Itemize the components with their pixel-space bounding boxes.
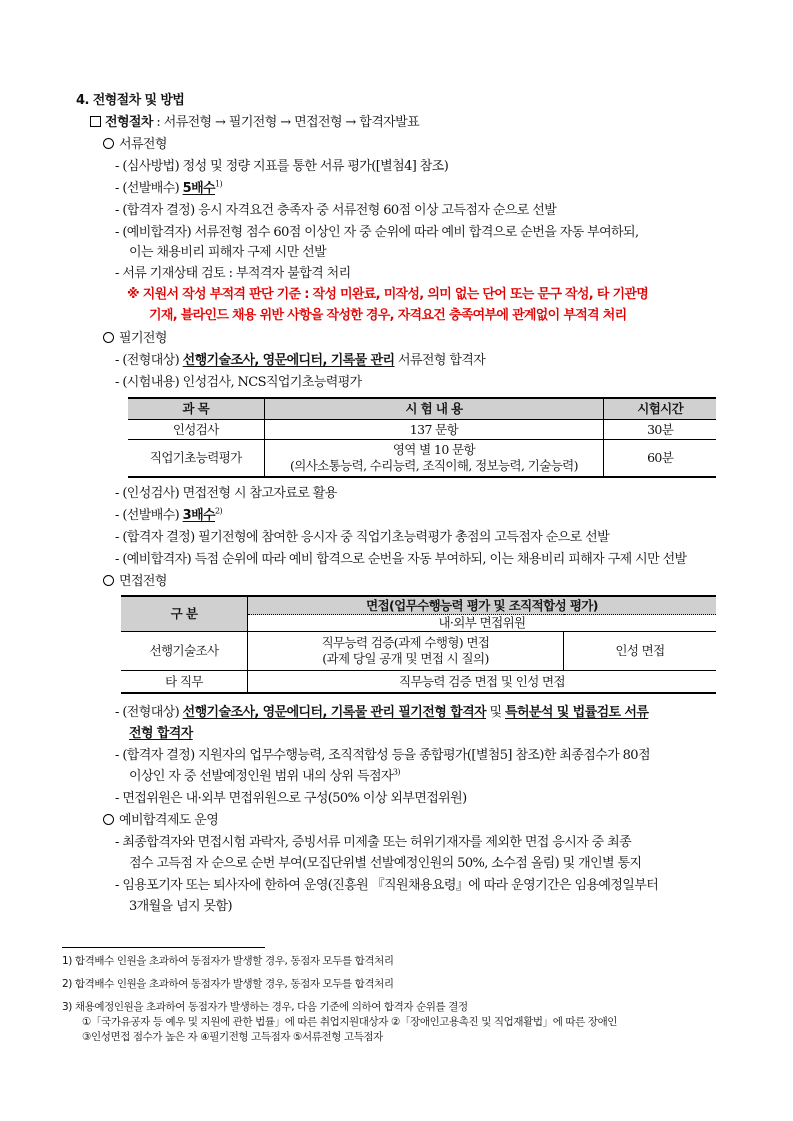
written-ratio: - (선발배수) 3배수$^{2)}$ bbox=[115, 506, 223, 523]
interview-committee: - 면접위원은 내·외부 면접위원으로 구성(50% 이상 외부면접위원) bbox=[115, 791, 467, 806]
circle-bullet-icon bbox=[103, 575, 114, 586]
reserve-system-heading: 예비합격제도 운영 bbox=[103, 812, 218, 830]
footnote-ref-2: 2) bbox=[215, 506, 223, 516]
table-cell-label: 타 직무 bbox=[121, 671, 248, 694]
square-bullet-icon bbox=[90, 116, 101, 127]
table-cell-content: 영역 별 10 문항 (의사소통능력, 수리능력, 조직이해, 정보능력, 기술능력) bbox=[264, 440, 604, 478]
written-target: - (전형대상) 선행기술조사, 영문에디터, 기록물 관리 서류전형 합격자 bbox=[115, 353, 486, 368]
table-cell-label: 선행기술조사 bbox=[121, 632, 248, 671]
table-cell-subject: 인성검사 bbox=[128, 420, 264, 440]
interview-target-value2: 특허분석 및 법률검토 서류 bbox=[505, 705, 649, 720]
written-ratio-value: 3배수 bbox=[182, 508, 216, 523]
table-row bbox=[128, 440, 716, 478]
table-row bbox=[121, 632, 716, 671]
footnote-3: 3) 채용예정인원을 초과하여 동점자가 발생하는 경우, 다음 기준에 의하여 합격자 순위를 결정 bbox=[62, 1001, 468, 1013]
circle-bullet-icon bbox=[103, 332, 114, 343]
reserve-line4: 3개월을 넘지 못함) bbox=[129, 899, 232, 914]
footnote-ref-3: 3) bbox=[392, 767, 400, 777]
table-header-content: 시 험 내 용 bbox=[264, 398, 604, 420]
table-header-time: 시험시간 bbox=[604, 398, 716, 420]
table-cell-content: 직무능력 검증 면접 및 인성 면접 bbox=[248, 671, 717, 694]
document-screening-heading: 서류전형 bbox=[103, 136, 167, 154]
document-reserve-line2: 이는 채용비리 피해자 구제 시만 선발 bbox=[129, 245, 327, 260]
document-ratio-value: 5배수 bbox=[182, 181, 216, 196]
table-header-category: 구 분 bbox=[121, 596, 248, 632]
table-row bbox=[121, 671, 716, 694]
interview-target: - (전형대상) 선행기술조사, 영문에디터, 기록물 관리 필기전형 합격자 및 특허분석 및 법률검토 서류 bbox=[115, 705, 649, 720]
reserve-line2: 점수 고득점 자 순으로 순번 부여(모집단위별 선발예정인원의 50%, 소수점 올림) 및 개인별 통지 bbox=[129, 856, 642, 871]
written-personality: - (인성검사) 면접전형 시 참고자료로 활용 bbox=[115, 486, 337, 501]
document-reserve-line1: - (예비합격자) 서류전형 점수 60점 이상인 자 중 순위에 따라 예비 합격으로 순번을 자동 부여하되, bbox=[115, 225, 639, 240]
written-content: - (시험내용) 인성검사, NCS직업기초능력평가 bbox=[115, 375, 362, 390]
footnote-3-line2: ①「국가유공자 등 예우 및 지원에 관한 법률」에 따른 취업지원대상자 ②「장애인고용촉진 및 직업재활법」에 따른 장애인 bbox=[82, 1016, 618, 1028]
footnote-2: 2) 합격배수 인원을 초과하여 동점자가 발생할 경우, 동점자 모두를 합격처리 bbox=[62, 978, 394, 990]
table-cell-content: 137 문항 bbox=[264, 420, 604, 440]
footnote-ref-1: 1) bbox=[215, 179, 223, 189]
interview-decision-line2: 이상인 자 중 선발예정인원 범위 내의 상위 득점자$^{3)}$ bbox=[129, 767, 400, 784]
footnote-divider bbox=[62, 947, 265, 948]
table-cell-time: 60분 bbox=[604, 440, 716, 478]
document-review: - 서류 기재상태 검토 : 부적격자 불합격 처리 bbox=[115, 266, 351, 281]
circle-bullet-icon bbox=[103, 814, 114, 825]
procedure-text: : 서류전형 → 필기전형 → 면접전형 → 합격자발표 bbox=[152, 115, 420, 130]
document-method: - (심사방법) 정성 및 정량 지표를 통한 서류 평가([별첨4] 참조) bbox=[115, 159, 449, 174]
interview-decision-line1: - (합격자 결정) 지원자의 업무수행능력, 조직적합성 등을 종합평가([별첨5] 참조)한 최종점수가 80점 bbox=[115, 748, 650, 763]
table-cell-side: 인성 면접 bbox=[564, 632, 717, 671]
interview-target-value1: 선행기술조사, 영문에디터, 기록물 관리 필기전형 합격자 bbox=[182, 705, 486, 720]
procedure-label: 전형절차 bbox=[105, 115, 153, 130]
circle-bullet-icon bbox=[103, 138, 114, 149]
procedure-line bbox=[90, 114, 419, 132]
written-reserve: - (예비합격자) 득점 순위에 따라 예비 합격으로 순번을 자동 부여하되, 이는 채용비리 피해자 구제 시만 선발 bbox=[115, 552, 687, 567]
warning-line2: 기재, 블라인드 채용 위반 사항을 작성한 경우, 자격요건 충족여부에 관계없이 부적격 처리 bbox=[149, 308, 627, 323]
written-target-value: 선행기술조사, 영문에디터, 기록물 관리 bbox=[182, 353, 395, 368]
reserve-line1: - 최종합격자와 면접시험 과락자, 증빙서류 미제출 또는 허위기재자를 제외한 면접 응시자 중 최종 bbox=[115, 835, 632, 850]
table-cell-content: 직무능력 검증(과제 수행형) 면접 (과제 당일 공개 및 면접 시 질의) bbox=[248, 632, 564, 671]
table-cell-time: 30분 bbox=[604, 420, 716, 440]
table-header-interview: 면접(업무수행능력 평가 및 조직적합성 평가) bbox=[248, 596, 717, 615]
interview-target-value3: 전형 합격자 bbox=[129, 726, 193, 741]
section-title: 4. 전형절차 및 방법 bbox=[76, 93, 185, 108]
written-decision: - (합격자 결정) 필기전형에 참여한 응시자 중 직업기초능력평가 총점의 고득점자 순으로 선발 bbox=[115, 530, 610, 545]
footnote-1: 1) 합격배수 인원을 초과하여 동점자가 발생할 경우, 동점자 모두를 합격처리 bbox=[62, 955, 394, 967]
document-ratio: - (선발배수) 5배수$^{1)}$ bbox=[115, 179, 223, 196]
interview-heading: 면접전형 bbox=[103, 573, 167, 591]
reserve-line3: - 임용포기자 또는 퇴사자에 한하여 운영(진흥원 『직원채용요령』에 따라 운영기간은 임용예정일부터 bbox=[115, 878, 659, 893]
written-test-table bbox=[128, 397, 716, 478]
table-header-subject: 과 목 bbox=[128, 398, 264, 420]
written-test-heading: 필기전형 bbox=[103, 330, 167, 348]
warning-line1: ※ 지원서 작성 부적격 판단 기준 : 작성 미완료, 미작성, 의미 없는 단어 또는 문구 작성, 타 기관명 bbox=[127, 287, 649, 302]
footnote-3-line3: ③인성면접 점수가 높은 자 ④필기전형 고득점자 ⑤서류전형 고득점자 bbox=[82, 1031, 383, 1043]
table-row bbox=[128, 420, 716, 440]
document-decision: - (합격자 결정) 응시 자격요건 충족자 중 서류전형 60점 이상 고득점자 순으로 선발 bbox=[115, 203, 557, 218]
interview-table bbox=[121, 595, 716, 694]
table-cell-subject: 직업기초능력평가 bbox=[128, 440, 264, 478]
table-subheader-committee: 내·외부 면접위원 bbox=[248, 615, 717, 632]
